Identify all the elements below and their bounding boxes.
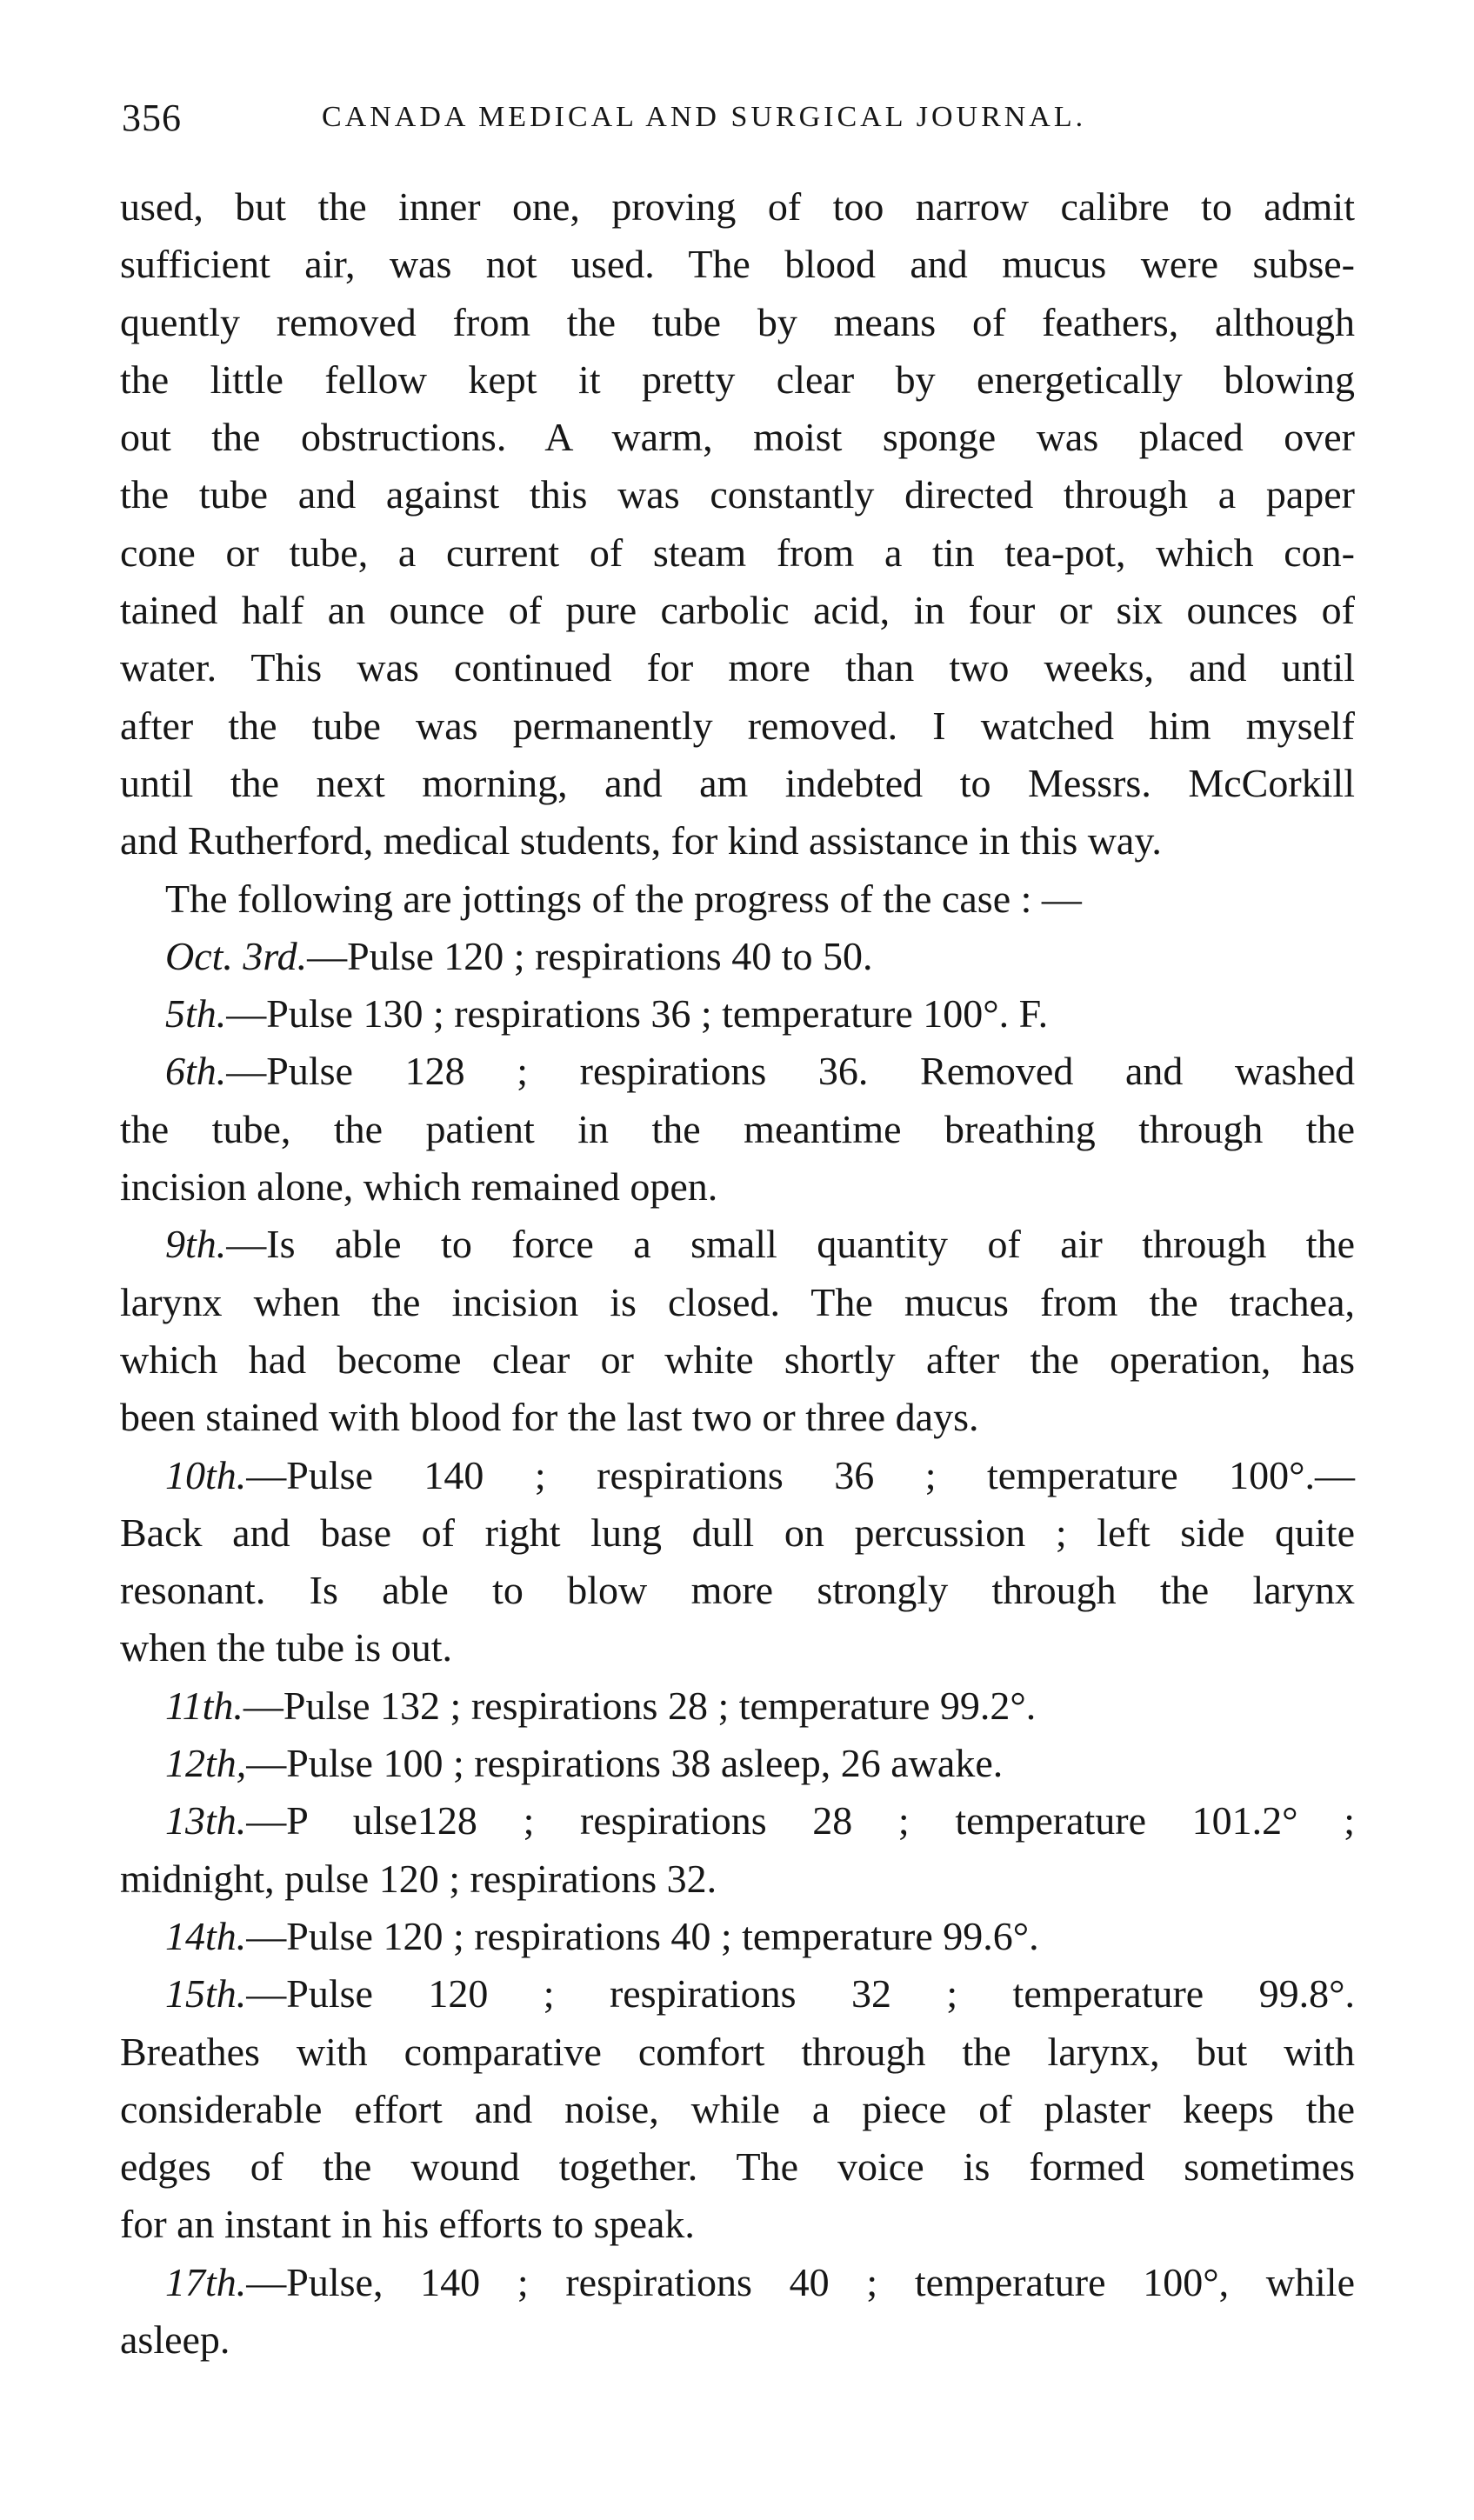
line-text: —Pulse 132 ; respirations 28 ; temperature 99.2°. bbox=[243, 1683, 1037, 1728]
text-line bbox=[120, 466, 1355, 523]
line-text: —Pulse 120 ; respirations 40 to 50. bbox=[307, 933, 873, 978]
text-line bbox=[120, 1216, 1355, 1273]
line-text: —Pulse, 140 ; respirations 40 ; temperature 100°, while bbox=[246, 2259, 1355, 2304]
line-text: quently removed from the tube by means of feathers, although bbox=[120, 299, 1355, 344]
line-text: used, but the inner one, proving of too narrow calibre to admit bbox=[120, 184, 1355, 229]
entry-date: 15th. bbox=[165, 1971, 247, 2017]
entry-date: 14th. bbox=[165, 1913, 247, 1958]
text-line bbox=[120, 2254, 1355, 2311]
line-text: which had become clear or white shortly after the operation, has bbox=[120, 1337, 1355, 1382]
text-line bbox=[120, 351, 1355, 409]
line-text: asleep. bbox=[120, 2317, 230, 2362]
line-text: when the tube is out. bbox=[120, 1625, 452, 1670]
line-text: —Pulse 120 ; respirations 32 ; temperature 99.8°. bbox=[246, 1971, 1355, 2017]
line-text: out the obstructions. A warm, moist sponge was placed over bbox=[120, 415, 1355, 460]
line-text: incision alone, which remained open. bbox=[120, 1164, 718, 1210]
text-line bbox=[120, 2081, 1355, 2138]
entry-date: 11th. bbox=[165, 1683, 243, 1728]
line-text: Breathes with comparative comfort through the larynx, but with bbox=[120, 2029, 1355, 2074]
line-text: edges of the wound together. The voice is formed sometimes bbox=[120, 2144, 1355, 2190]
line-text: resonant. Is able to blow more strongly through the larynx bbox=[120, 1568, 1355, 1613]
text-line bbox=[120, 524, 1355, 582]
text-line bbox=[120, 1158, 1355, 1216]
entry-date: 12th, bbox=[165, 1741, 247, 1786]
text-line bbox=[120, 985, 1355, 1043]
entry-date: 6th. bbox=[165, 1049, 227, 1094]
text-line bbox=[120, 870, 1355, 928]
text-line bbox=[120, 928, 1355, 985]
line-text: for an instant in his efforts to speak. bbox=[120, 2202, 695, 2247]
journal-title: CANADA MEDICAL AND SURGICAL JOURNAL. bbox=[322, 101, 1087, 133]
line-text: —P ulse128 ; respirations 28 ; temperature 101.2° ; bbox=[246, 1798, 1355, 1843]
text-line bbox=[120, 2023, 1355, 2081]
page-number: 356 bbox=[122, 97, 182, 139]
text-line bbox=[120, 697, 1355, 755]
line-text: until the next morning, and am indebted to Messrs. McCorkill bbox=[120, 760, 1355, 805]
line-text: the tube, the patient in the meantime breathing through the bbox=[120, 1106, 1355, 1151]
line-text: after the tube was permanently removed. I watched him myself bbox=[120, 703, 1355, 748]
text-line bbox=[120, 1389, 1355, 1446]
text-line bbox=[120, 1331, 1355, 1389]
line-text: —Pulse 140 ; respirations 36 ; temperature 100°.— bbox=[246, 1452, 1355, 1497]
line-text: Back and base of right lung dull on percussion ; left side quite bbox=[120, 1510, 1355, 1555]
line-text: cone or tube, a current of steam from a tin tea-pot, which con- bbox=[120, 530, 1355, 575]
line-text: the tube and against this was constantly directed through a paper bbox=[120, 472, 1355, 517]
text-line bbox=[120, 1792, 1355, 1850]
text-line bbox=[120, 1735, 1355, 1792]
line-text: larynx when the incision is closed. The mucus from the trachea, bbox=[120, 1279, 1355, 1324]
line-text: and Rutherford, medical students, for kind assistance in this way. bbox=[120, 818, 1162, 863]
entry-date: 5th. bbox=[165, 991, 227, 1037]
entry-date: 10th. bbox=[165, 1452, 247, 1497]
line-text: tained half an ounce of pure carbolic acid, in four or six ounces of bbox=[120, 588, 1355, 633]
text-line bbox=[120, 1043, 1355, 1100]
entry-date: 17th. bbox=[165, 2259, 247, 2304]
text-line bbox=[120, 294, 1355, 351]
text-line bbox=[120, 1562, 1355, 1619]
line-text: —Pulse 120 ; respirations 40 ; temperature 99.6°. bbox=[246, 1913, 1039, 1958]
text-line bbox=[120, 2138, 1355, 2196]
line-text: considerable effort and noise, while a piece of plaster keeps the bbox=[120, 2086, 1355, 2131]
text-line bbox=[120, 1504, 1355, 1562]
text-line bbox=[120, 1274, 1355, 1331]
text-line bbox=[120, 812, 1355, 870]
text-line bbox=[120, 1908, 1355, 1965]
text-line bbox=[120, 1677, 1355, 1735]
line-text: sufficient air, was not used. The blood and mucus were subse- bbox=[120, 242, 1355, 287]
entry-date: 9th. bbox=[165, 1222, 227, 1267]
line-text: been stained with blood for the last two or three days. bbox=[120, 1395, 979, 1440]
line-text: —Is able to force a small quantity of air through the bbox=[226, 1222, 1355, 1267]
text-line bbox=[120, 2311, 1355, 2369]
text-line bbox=[120, 1850, 1355, 1908]
entry-date: 13th. bbox=[165, 1798, 247, 1843]
text-line bbox=[120, 409, 1355, 466]
text-line bbox=[120, 1447, 1355, 1504]
text-line bbox=[120, 639, 1355, 697]
body-text bbox=[120, 178, 1355, 2369]
line-text: —Pulse 100 ; respirations 38 asleep, 26 awake. bbox=[246, 1741, 1004, 1786]
text-line bbox=[120, 1619, 1355, 1677]
text-line bbox=[120, 1965, 1355, 2023]
text-line bbox=[120, 236, 1355, 293]
line-text: —Pulse 128 ; respirations 36. Removed and washed bbox=[226, 1049, 1355, 1094]
line-text: midnight, pulse 120 ; respirations 32. bbox=[120, 1856, 717, 1901]
text-line bbox=[120, 755, 1355, 812]
running-head bbox=[122, 96, 1357, 148]
line-text: —Pulse 130 ; respirations 36 ; temperature 100°. F. bbox=[226, 991, 1049, 1037]
text-line bbox=[120, 582, 1355, 639]
text-line bbox=[120, 1101, 1355, 1158]
line-text: The following are jottings of the progress of the case : — bbox=[165, 876, 1082, 921]
text-line bbox=[120, 178, 1355, 236]
line-text: the little fellow kept it pretty clear by energetically blowing bbox=[120, 357, 1355, 402]
text-line bbox=[120, 2196, 1355, 2253]
line-text: water. This was continued for more than two weeks, and until bbox=[120, 645, 1355, 690]
entry-date: Oct. 3rd. bbox=[165, 933, 308, 978]
